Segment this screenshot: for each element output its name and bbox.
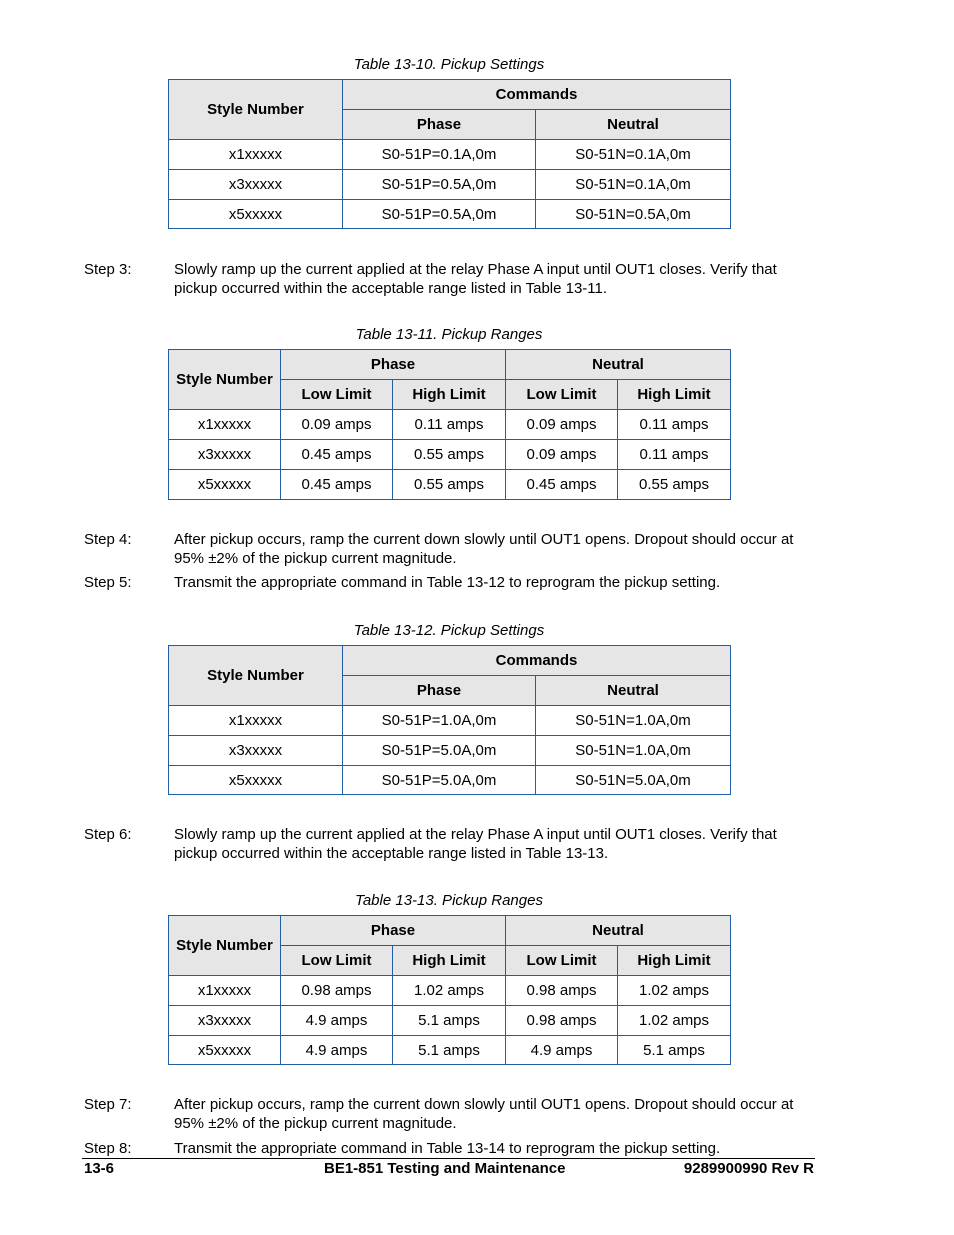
table-row xyxy=(169,1006,731,1036)
header-phase: Phase xyxy=(343,676,536,706)
table-row xyxy=(169,410,731,440)
cell-neutral: S0-51N=1.0A,0m xyxy=(536,706,731,736)
step-label: Step 8: xyxy=(84,1140,132,1157)
cell-phase: S0-51P=5.0A,0m xyxy=(343,736,536,766)
header-style-number: Style Number xyxy=(169,350,281,410)
header-low-limit: Low Limit xyxy=(506,946,618,976)
cell-neutral-low: 0.09 amps xyxy=(506,410,618,440)
footer-doc-number: 9289900990 Rev R xyxy=(683,1160,814,1177)
cell-phase-high: 0.11 amps xyxy=(393,410,506,440)
cell-phase: S0-51P=0.5A,0m xyxy=(343,200,536,229)
cell-phase: S0-51P=0.1A,0m xyxy=(343,140,536,170)
cell-style: x1xxxxx xyxy=(169,410,281,440)
cell-neutral-low: 0.45 amps xyxy=(506,470,618,500)
cell-style: x5xxxxx xyxy=(169,766,343,795)
table-13-11 xyxy=(168,349,731,500)
cell-neutral-high: 0.11 amps xyxy=(618,440,731,470)
cell-neutral-high: 1.02 amps xyxy=(618,976,731,1006)
cell-style: x3xxxxx xyxy=(169,1006,281,1036)
cell-phase: S0-51P=1.0A,0m xyxy=(343,706,536,736)
cell-neutral: S0-51N=0.1A,0m xyxy=(536,170,731,200)
step-label: Step 5: xyxy=(84,574,132,591)
cell-neutral: S0-51N=1.0A,0m xyxy=(536,736,731,766)
cell-phase-low: 0.45 amps xyxy=(281,470,393,500)
footer-rule xyxy=(82,1158,815,1159)
table-row xyxy=(169,140,731,170)
table-row xyxy=(169,736,731,766)
cell-style: x3xxxxx xyxy=(169,170,343,200)
cell-neutral-low: 4.9 amps xyxy=(506,1036,618,1065)
cell-phase-low: 4.9 amps xyxy=(281,1006,393,1036)
cell-style: x5xxxxx xyxy=(169,1036,281,1065)
header-high-limit: High Limit xyxy=(618,380,731,410)
step-text: After pickup occurs, ramp the current down slowly until OUT1 opens. Dropout should occur at 95% ±2% of the pickup current magnitude. xyxy=(174,531,794,567)
table-13-11-caption: Table 13-11. Pickup Ranges xyxy=(355,326,543,343)
table-row xyxy=(169,470,731,500)
cell-neutral: S0-51N=0.1A,0m xyxy=(536,140,731,170)
cell-neutral-high: 0.55 amps xyxy=(618,470,731,500)
cell-style: x5xxxxx xyxy=(169,200,343,229)
cell-phase: S0-51P=0.5A,0m xyxy=(343,170,536,200)
table-row xyxy=(169,976,731,1006)
header-commands: Commands xyxy=(343,646,731,676)
cell-phase-high: 5.1 amps xyxy=(393,1036,506,1065)
header-phase: Phase xyxy=(281,916,506,946)
step-label: Step 7: xyxy=(84,1096,132,1113)
cell-neutral-high: 1.02 amps xyxy=(618,1006,731,1036)
cell-phase-high: 0.55 amps xyxy=(393,440,506,470)
cell-neutral: S0-51N=0.5A,0m xyxy=(536,200,731,229)
step-text: Slowly ramp up the current applied at the relay Phase A input until OUT1 closes. Verify that pickup occurred within the acceptable range listed in Table 13-11. xyxy=(174,261,777,297)
cell-neutral-high: 5.1 amps xyxy=(618,1036,731,1065)
step-label: Step 3: xyxy=(84,261,132,278)
header-commands: Commands xyxy=(343,80,731,110)
cell-phase-low: 4.9 amps xyxy=(281,1036,393,1065)
footer-page-number: 13-6 xyxy=(84,1160,115,1177)
cell-style: x3xxxxx xyxy=(169,440,281,470)
table-13-12-caption: Table 13-12. Pickup Settings xyxy=(353,622,545,639)
table-row xyxy=(169,170,731,200)
header-low-limit: Low Limit xyxy=(281,380,393,410)
header-neutral: Neutral xyxy=(506,916,731,946)
cell-style: x1xxxxx xyxy=(169,706,343,736)
step-label: Step 6: xyxy=(84,826,132,843)
cell-neutral-low: 0.09 amps xyxy=(506,440,618,470)
header-neutral: Neutral xyxy=(536,110,731,140)
table-13-12 xyxy=(168,645,731,795)
cell-phase-low: 0.09 amps xyxy=(281,410,393,440)
table-row xyxy=(169,766,731,795)
cell-phase: S0-51P=5.0A,0m xyxy=(343,766,536,795)
header-high-limit: High Limit xyxy=(393,380,506,410)
step-text: Transmit the appropriate command in Table 13-12 to reprogram the pickup setting. xyxy=(174,574,721,591)
header-low-limit: Low Limit xyxy=(281,946,393,976)
header-neutral: Neutral xyxy=(506,350,731,380)
step-text: Transmit the appropriate command in Table 13-14 to reprogram the pickup setting. xyxy=(174,1140,721,1157)
cell-style: x1xxxxx xyxy=(169,140,343,170)
cell-phase-high: 0.55 amps xyxy=(393,470,506,500)
table-row xyxy=(169,200,731,229)
table-13-13-caption: Table 13-13. Pickup Ranges xyxy=(355,892,543,909)
header-style-number: Style Number xyxy=(169,646,343,706)
step-text: After pickup occurs, ramp the current down slowly until OUT1 opens. Dropout should occur at 95% ±2% of the pickup current magnitude. xyxy=(174,1096,794,1132)
table-row xyxy=(169,440,731,470)
cell-neutral: S0-51N=5.0A,0m xyxy=(536,766,731,795)
table-row xyxy=(169,1036,731,1065)
cell-neutral-low: 0.98 amps xyxy=(506,1006,618,1036)
cell-style: x3xxxxx xyxy=(169,736,343,766)
table-13-13 xyxy=(168,915,731,1065)
header-high-limit: High Limit xyxy=(393,946,506,976)
step-text: Slowly ramp up the current applied at the relay Phase A input until OUT1 closes. Verify that pickup occurred within the acceptable range listed in Table 13-13. xyxy=(174,826,777,862)
header-neutral: Neutral xyxy=(536,676,731,706)
cell-style: x5xxxxx xyxy=(169,470,281,500)
cell-neutral-low: 0.98 amps xyxy=(506,976,618,1006)
header-style-number: Style Number xyxy=(169,80,343,140)
table-13-10 xyxy=(168,79,731,229)
header-low-limit: Low Limit xyxy=(506,380,618,410)
footer-title: BE1-851 Testing and Maintenance xyxy=(324,1160,566,1177)
header-phase: Phase xyxy=(343,110,536,140)
cell-phase-high: 5.1 amps xyxy=(393,1006,506,1036)
cell-phase-high: 1.02 amps xyxy=(393,976,506,1006)
cell-phase-low: 0.98 amps xyxy=(281,976,393,1006)
table-13-10-caption: Table 13-10. Pickup Settings xyxy=(353,56,545,73)
table-row xyxy=(169,706,731,736)
cell-neutral-high: 0.11 amps xyxy=(618,410,731,440)
header-phase: Phase xyxy=(281,350,506,380)
header-style-number: Style Number xyxy=(169,916,281,976)
header-high-limit: High Limit xyxy=(618,946,731,976)
cell-style: x1xxxxx xyxy=(169,976,281,1006)
step-label: Step 4: xyxy=(84,531,132,548)
cell-phase-low: 0.45 amps xyxy=(281,440,393,470)
